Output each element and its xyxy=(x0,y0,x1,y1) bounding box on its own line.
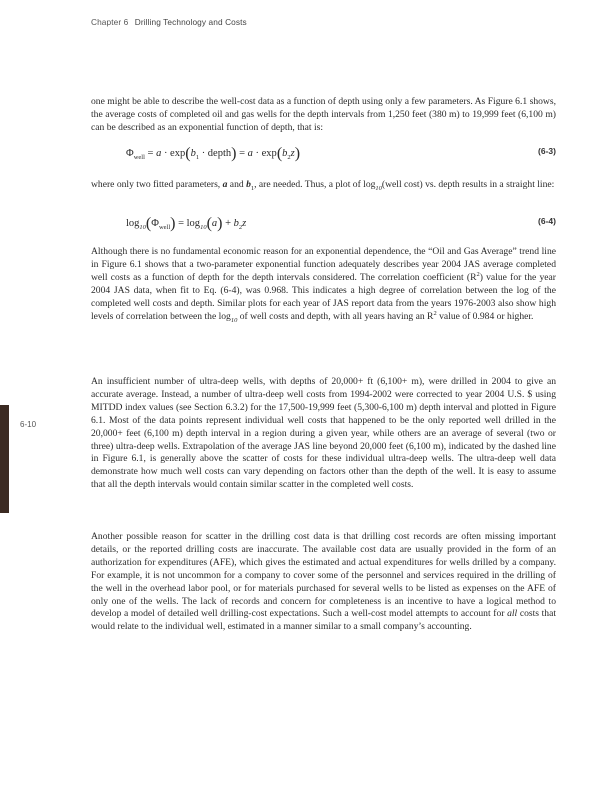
equation-6-3-number: (6-3) xyxy=(538,146,556,156)
chapter-label: Chapter 6 xyxy=(91,17,129,27)
equation-6-4-number: (6-4) xyxy=(538,216,556,226)
paragraph-4: An insufficient number of ultra-deep wells, with depths of 20,000+ ft (6,100+ m), were drilled in 2004 to give an accurate average. Instead, a number of ultra-deep well costs from 1994-2002 were corrected to year 2004 U.S. $ using MITDD index values (see Section 6.3.2) for the 17,500-19,999 feet (5,300-6,100 m) depth interval and plotted in Figure 6.1. Most of the data points represent individual well costs that happened to be the only reported well drilled in the 20,000+ feet (6,100 m) depth interval in a region during a given year, while others are an average of several (two or three) ultra-deep wells. Extrapolation of the average JAS line beyond 20,000 feet (6,100 m), indicated by the dashed line in Figure 6.1, is generally above the scatter of costs for these individual ultra-deep wells. The ultra-deep well data demonstrate how much well costs can vary depending on factors other than the depth of the well. It is easy to assume that all the depth intervals would contain similar scatter in the completed well costs. xyxy=(91,376,556,491)
paragraph-2: where only two fitted parameters, a and $b_1$, are needed. Thus, a plot of $\log_{10}(well$ cost) vs. depth results in a straight line: xyxy=(91,179,555,192)
paragraph-3: Although there is no fundamental economic reason for an exponential dependence, the “Oil and Gas Average” trend line in Figure 6.1 shows that a two-parameter exponential function adequately describes year 2004 JAS average completed well costs as a function of depth for the depth intervals considered. The correlation coefficient $(R^2)$ value for the year 2004 JAS data, when fit to Eq. (6-4), was 0.968. This indicates a high degree of correlation between the log of the completed well costs and depth. Similar plots for each year of JAS report data from the years 1976-2003 also show high levels of correlation between the $\log_{10}$ of well costs and depth, with all years having an $R^2$ value of 0.984 or higher. xyxy=(91,246,556,324)
running-header xyxy=(91,17,247,27)
equation-6-4 xyxy=(91,213,556,233)
equation-6-3 xyxy=(91,143,556,163)
chapter-title: Drilling Technology and Costs xyxy=(134,17,247,27)
page-number: 6-10 xyxy=(20,420,37,429)
paragraph-1: one might be able to describe the well-cost data as a function of depth using only a few parameters. As Figure 6.1 shows, the average costs of completed oil and gas wells for the depth intervals from 1,250 feet (380 m) to 19,999 feet (6,100 m) can be described as an exponential function of depth, that is: xyxy=(91,96,556,133)
equation-6-4-expression: $\log_{10}(\Phi_{well}) = \log_{10}(a) + b_2z$ xyxy=(126,215,247,232)
paragraph-5: Another possible reason for scatter in the drilling cost data is that drilling cost records are often missing important details, or the reported drilling costs are inaccurate. The available cost data are usually provided in the form of an authorization for expenditures (AFE), which gives the estimated and actual expenditures for wells drilled by a company. For example, it is not uncommon for a company to cover some of the personnel and services required in the drilling of the well in the overhead labor pool, or for materials purchased for several wells to be listed as expenses on the AFE of only one of the wells. The lack of records and concern for completeness is an incentive to have a logical method to develop a model of detailed well drilling-cost expectations. Such a well-cost model attempts to account for all costs that would relate to the individual well, estimated in a manner similar to a small company’s accounting. xyxy=(91,531,556,633)
equation-6-3-expression: $\Phi_{well} = a \cdot \exp(b_1$ · depth) = $a \cdot \exp(b_2z)$ xyxy=(126,145,301,162)
margin-tab xyxy=(0,405,9,513)
